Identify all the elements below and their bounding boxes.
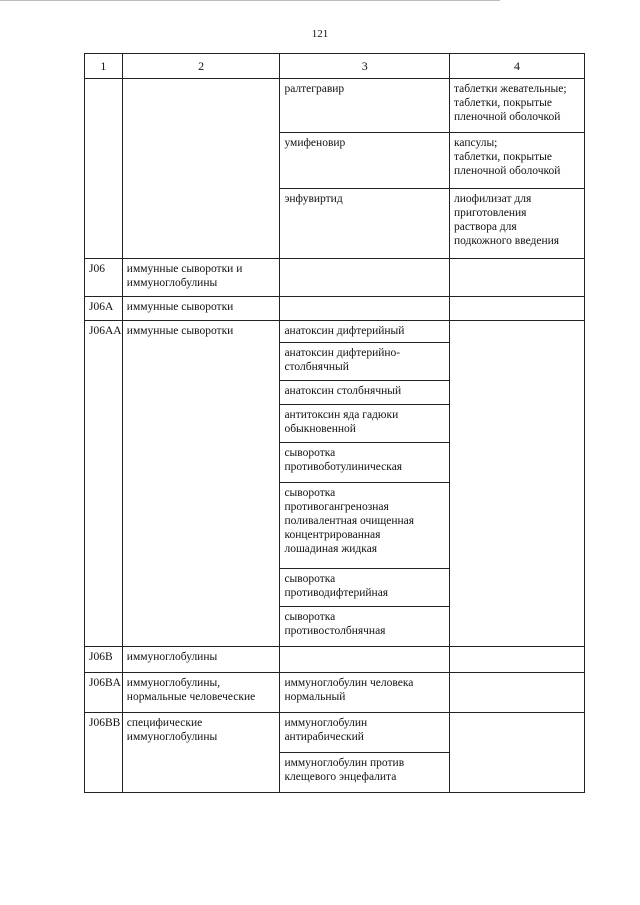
drug-name: анатоксин дифтерийный: [280, 321, 450, 343]
atc-code: J06A: [85, 297, 123, 321]
header-col-1: 1: [85, 54, 123, 79]
drug-name: сыворотка противоботулиническая: [280, 443, 450, 483]
drug-name: иммуноглобулин антирабический: [280, 713, 450, 753]
dosage-form-empty: [449, 321, 584, 647]
drug-name-empty: [280, 297, 450, 321]
header-col-2: 2: [122, 54, 280, 79]
drug-classification-table: [84, 53, 585, 793]
drug-name: иммуноглобулин человека нормальный: [280, 673, 450, 713]
drug-name: сыворотка противостолбнячная: [280, 607, 450, 647]
drug-name: сыворотка противогангренозная поливалентная очищенная концентрированная лошадиная жидкая: [280, 483, 450, 569]
table-row: [85, 713, 585, 753]
drug-name: энфувиртид: [280, 189, 450, 259]
dosage-form-empty: [449, 673, 584, 713]
drug-name: умифеновир: [280, 133, 450, 189]
table-row: [85, 673, 585, 713]
dosage-form-empty: [449, 297, 584, 321]
table-row: [85, 79, 585, 133]
atc-code: J06B: [85, 647, 123, 673]
header-col-4: 4: [449, 54, 584, 79]
table-row: [85, 321, 585, 343]
dosage-form: таблетки жевательные; таблетки, покрытые пленочной оболочкой: [449, 79, 584, 133]
drug-name: антитоксин яда гадюки обыкновенной: [280, 405, 450, 443]
dosage-form-empty: [449, 647, 584, 673]
dosage-form: капсулы; таблетки, покрытые пленочной оболочкой: [449, 133, 584, 189]
drug-name-empty: [280, 259, 450, 297]
table-row: [85, 647, 585, 673]
drug-name-empty: [280, 647, 450, 673]
top-scan-line: [0, 0, 500, 1]
group-cell-empty: [122, 79, 280, 259]
page-number: 121: [311, 28, 329, 40]
header-col-3: 3: [280, 54, 450, 79]
atc-group: иммунные сыворотки: [122, 321, 280, 647]
atc-code: J06AA: [85, 321, 123, 647]
table-row: [85, 297, 585, 321]
dosage-form: лиофилизат для приготовления раствора для подкожного введения: [449, 189, 584, 259]
drug-name: сыворотка противодифтерийная: [280, 569, 450, 607]
drug-name: ралтегравир: [280, 79, 450, 133]
dosage-form-empty: [449, 259, 584, 297]
atc-group: иммунные сыворотки и иммуноглобулины: [122, 259, 280, 297]
atc-code: J06BB: [85, 713, 123, 793]
atc-group: иммуноглобулины, нормальные человеческие: [122, 673, 280, 713]
atc-group: специфические иммуноглобулины: [122, 713, 280, 793]
code-cell-empty: [85, 79, 123, 259]
drug-name: иммуноглобулин против клещевого энцефалита: [280, 753, 450, 793]
atc-group: иммунные сыворотки: [122, 297, 280, 321]
drug-name: анатоксин дифтерийно- столбнячный: [280, 343, 450, 381]
drug-name: анатоксин столбнячный: [280, 381, 450, 405]
atc-group: иммуноглобулины: [122, 647, 280, 673]
dosage-form-empty: [449, 713, 584, 793]
header-row: [85, 54, 585, 79]
atc-code: J06: [85, 259, 123, 297]
atc-code: J06BA: [85, 673, 123, 713]
table-row: [85, 259, 585, 297]
